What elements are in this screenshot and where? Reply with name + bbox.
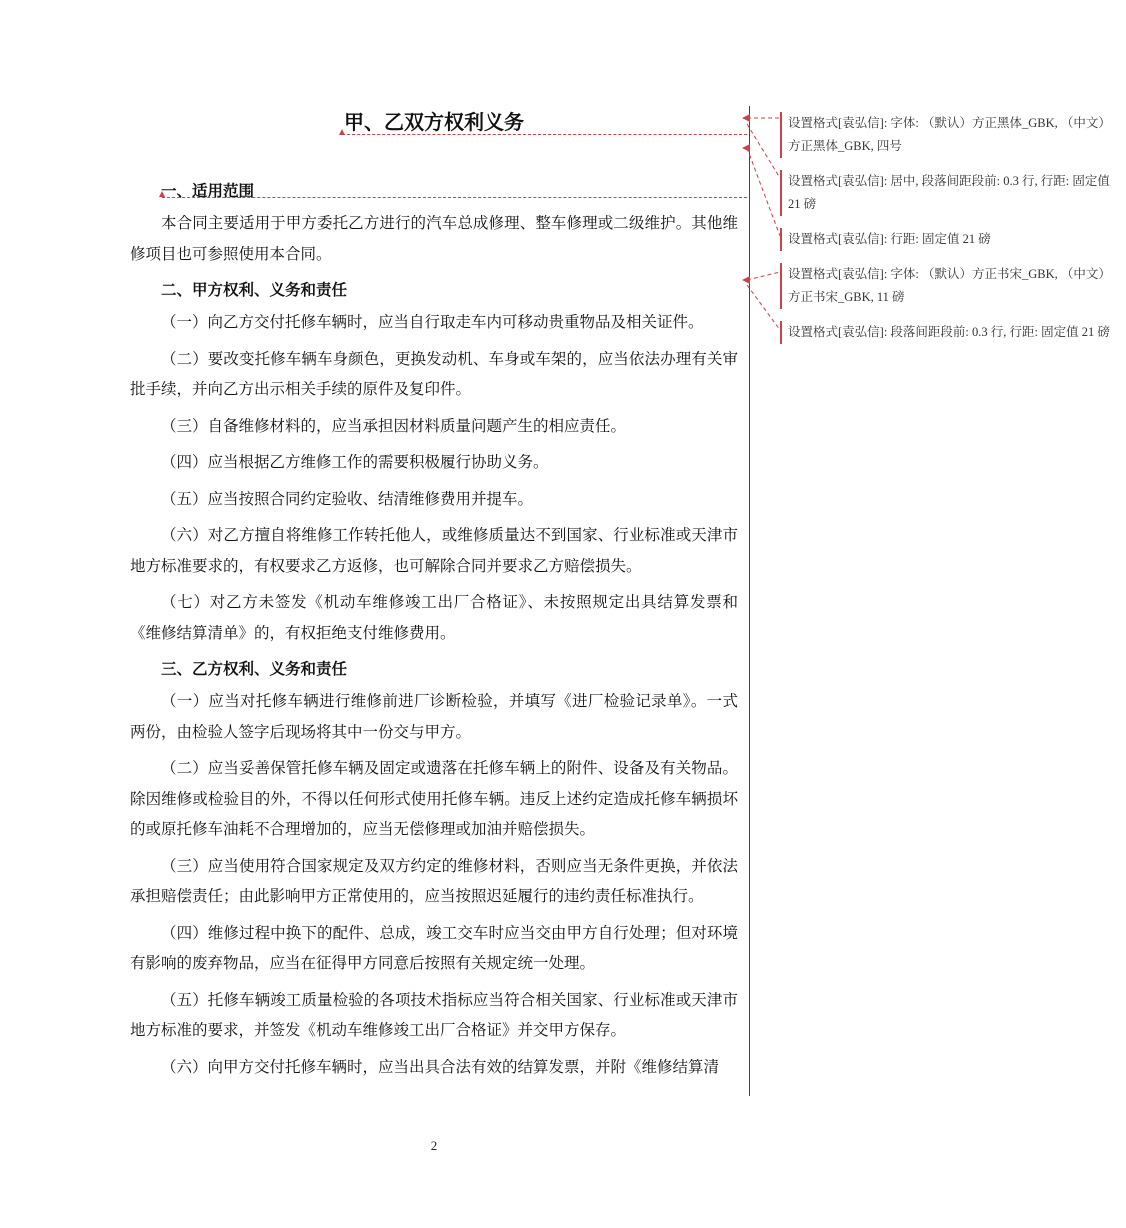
comment-balloon[interactable]: 设置格式[袁弘信]: 段落间距段前: 0.3 行, 行距: 固定值 21 磅 <box>780 321 1120 344</box>
document-body <box>130 106 738 1084</box>
comment-balloon[interactable]: 设置格式[袁弘信]: 居中, 段落间距段前: 0.3 行, 行距: 固定值 21 磅 <box>780 170 1120 216</box>
section-heading[interactable]: 一、适用范围 <box>161 182 255 200</box>
revision-underline <box>162 197 747 198</box>
paragraph[interactable]: （六）向甲方交付托修车辆时，应当出具合法有效的结算发票，并附《维修结算清 <box>161 1057 720 1076</box>
section-heading[interactable]: 三、乙方权利、义务和责任 <box>161 660 348 678</box>
page-number: 2 <box>430 1138 438 1153</box>
margin-divider <box>749 106 750 1096</box>
revision-caret-icon <box>339 129 345 135</box>
paragraph[interactable]: （五）应当按照合同约定验收、结清维修费用并提车。 <box>161 489 534 508</box>
paragraph[interactable]: （二）应当妥善保管托修车辆及固定或遗落在托修车辆上的附件、设备及有关物品。除因维修或检验目的外，不得以任何形式使用托修车辆。违反上述约定造成托修车辆损坏的或原托修车油耗不合理增加的，应当无偿修理或加油并赔偿损失。 <box>130 759 738 838</box>
comment-balloon[interactable]: 设置格式[袁弘信]: 字体: （默认）方正书宋_GBK, （中文）方正书宋_GBK, 11 磅 <box>780 263 1120 309</box>
document-title[interactable]: 甲、乙双方权利义务 <box>344 110 524 134</box>
paragraph[interactable]: （六）对乙方擅自将维修工作转托他人，或维修质量达不到国家、行业标准或天津市地方标准要求的，有权要求乙方返修，也可解除合同并要求乙方赔偿损失。 <box>130 526 738 575</box>
paragraph[interactable]: 本合同主要适用于甲方委托乙方进行的汽车总成修理、整车修理或二级维护。其他维修项目也可参照使用本合同。 <box>130 214 738 263</box>
paragraph[interactable]: （七）对乙方未签发《机动车维修竣工出厂合格证》、未按照规定出具结算发票和《维修结算清单》的，有权拒绝支付维修费用。 <box>130 593 738 642</box>
revision-caret-icon <box>159 191 165 197</box>
paragraph[interactable]: （五）托修车辆竣工质量检验的各项技术指标应当符合相关国家、行业标准或天津市地方标准的要求，并签发《机动车维修竣工出厂合格证》并交甲方保存。 <box>130 990 738 1039</box>
paragraph[interactable]: （三）应当使用符合国家规定及双方约定的维修材料，否则应当无条件更换，并依法承担赔偿责任；由此影响甲方正常使用的，应当按照迟延履行的违约责任标准执行。 <box>130 856 738 905</box>
paragraph[interactable]: （一）应当对托修车辆进行维修前进厂诊断检验，并填写《进厂检验记录单》。一式两份，由检验人签字后现场将其中一份交与甲方。 <box>130 692 738 741</box>
paragraph[interactable]: （四）应当根据乙方维修工作的需要积极履行协助义务。 <box>161 453 549 471</box>
comment-balloon[interactable]: 设置格式[袁弘信]: 字体: （默认）方正黑体_GBK, （中文）方正黑体_GBK, 四号 <box>780 112 1120 158</box>
section-heading[interactable]: 二、甲方权利、义务和责任 <box>161 281 348 299</box>
paragraph[interactable]: （一）向乙方交付托修车辆时，应当自行取走车内可移动贵重物品及相关证件。 <box>161 313 704 331</box>
comment-balloon[interactable]: 设置格式[袁弘信]: 行距: 固定值 21 磅 <box>780 228 1120 251</box>
paragraph[interactable]: （二）要改变托修车辆车身颜色，更换发动机、车身或车架的，应当依法办理有关审批手续，并向乙方出示相关手续的原件及复印件。 <box>130 349 738 398</box>
comment-pane <box>780 112 1120 356</box>
paragraph[interactable]: （三）自备维修材料的，应当承担因材料质量问题产生的相应责任。 <box>161 416 627 435</box>
paragraph[interactable]: （四）维修过程中换下的配件、总成，竣工交车时应当交由甲方自行处理；但对环境有影响的废弃物品，应当在征得甲方同意后按照有关规定统一处理。 <box>130 923 738 972</box>
revision-underline <box>342 134 747 135</box>
